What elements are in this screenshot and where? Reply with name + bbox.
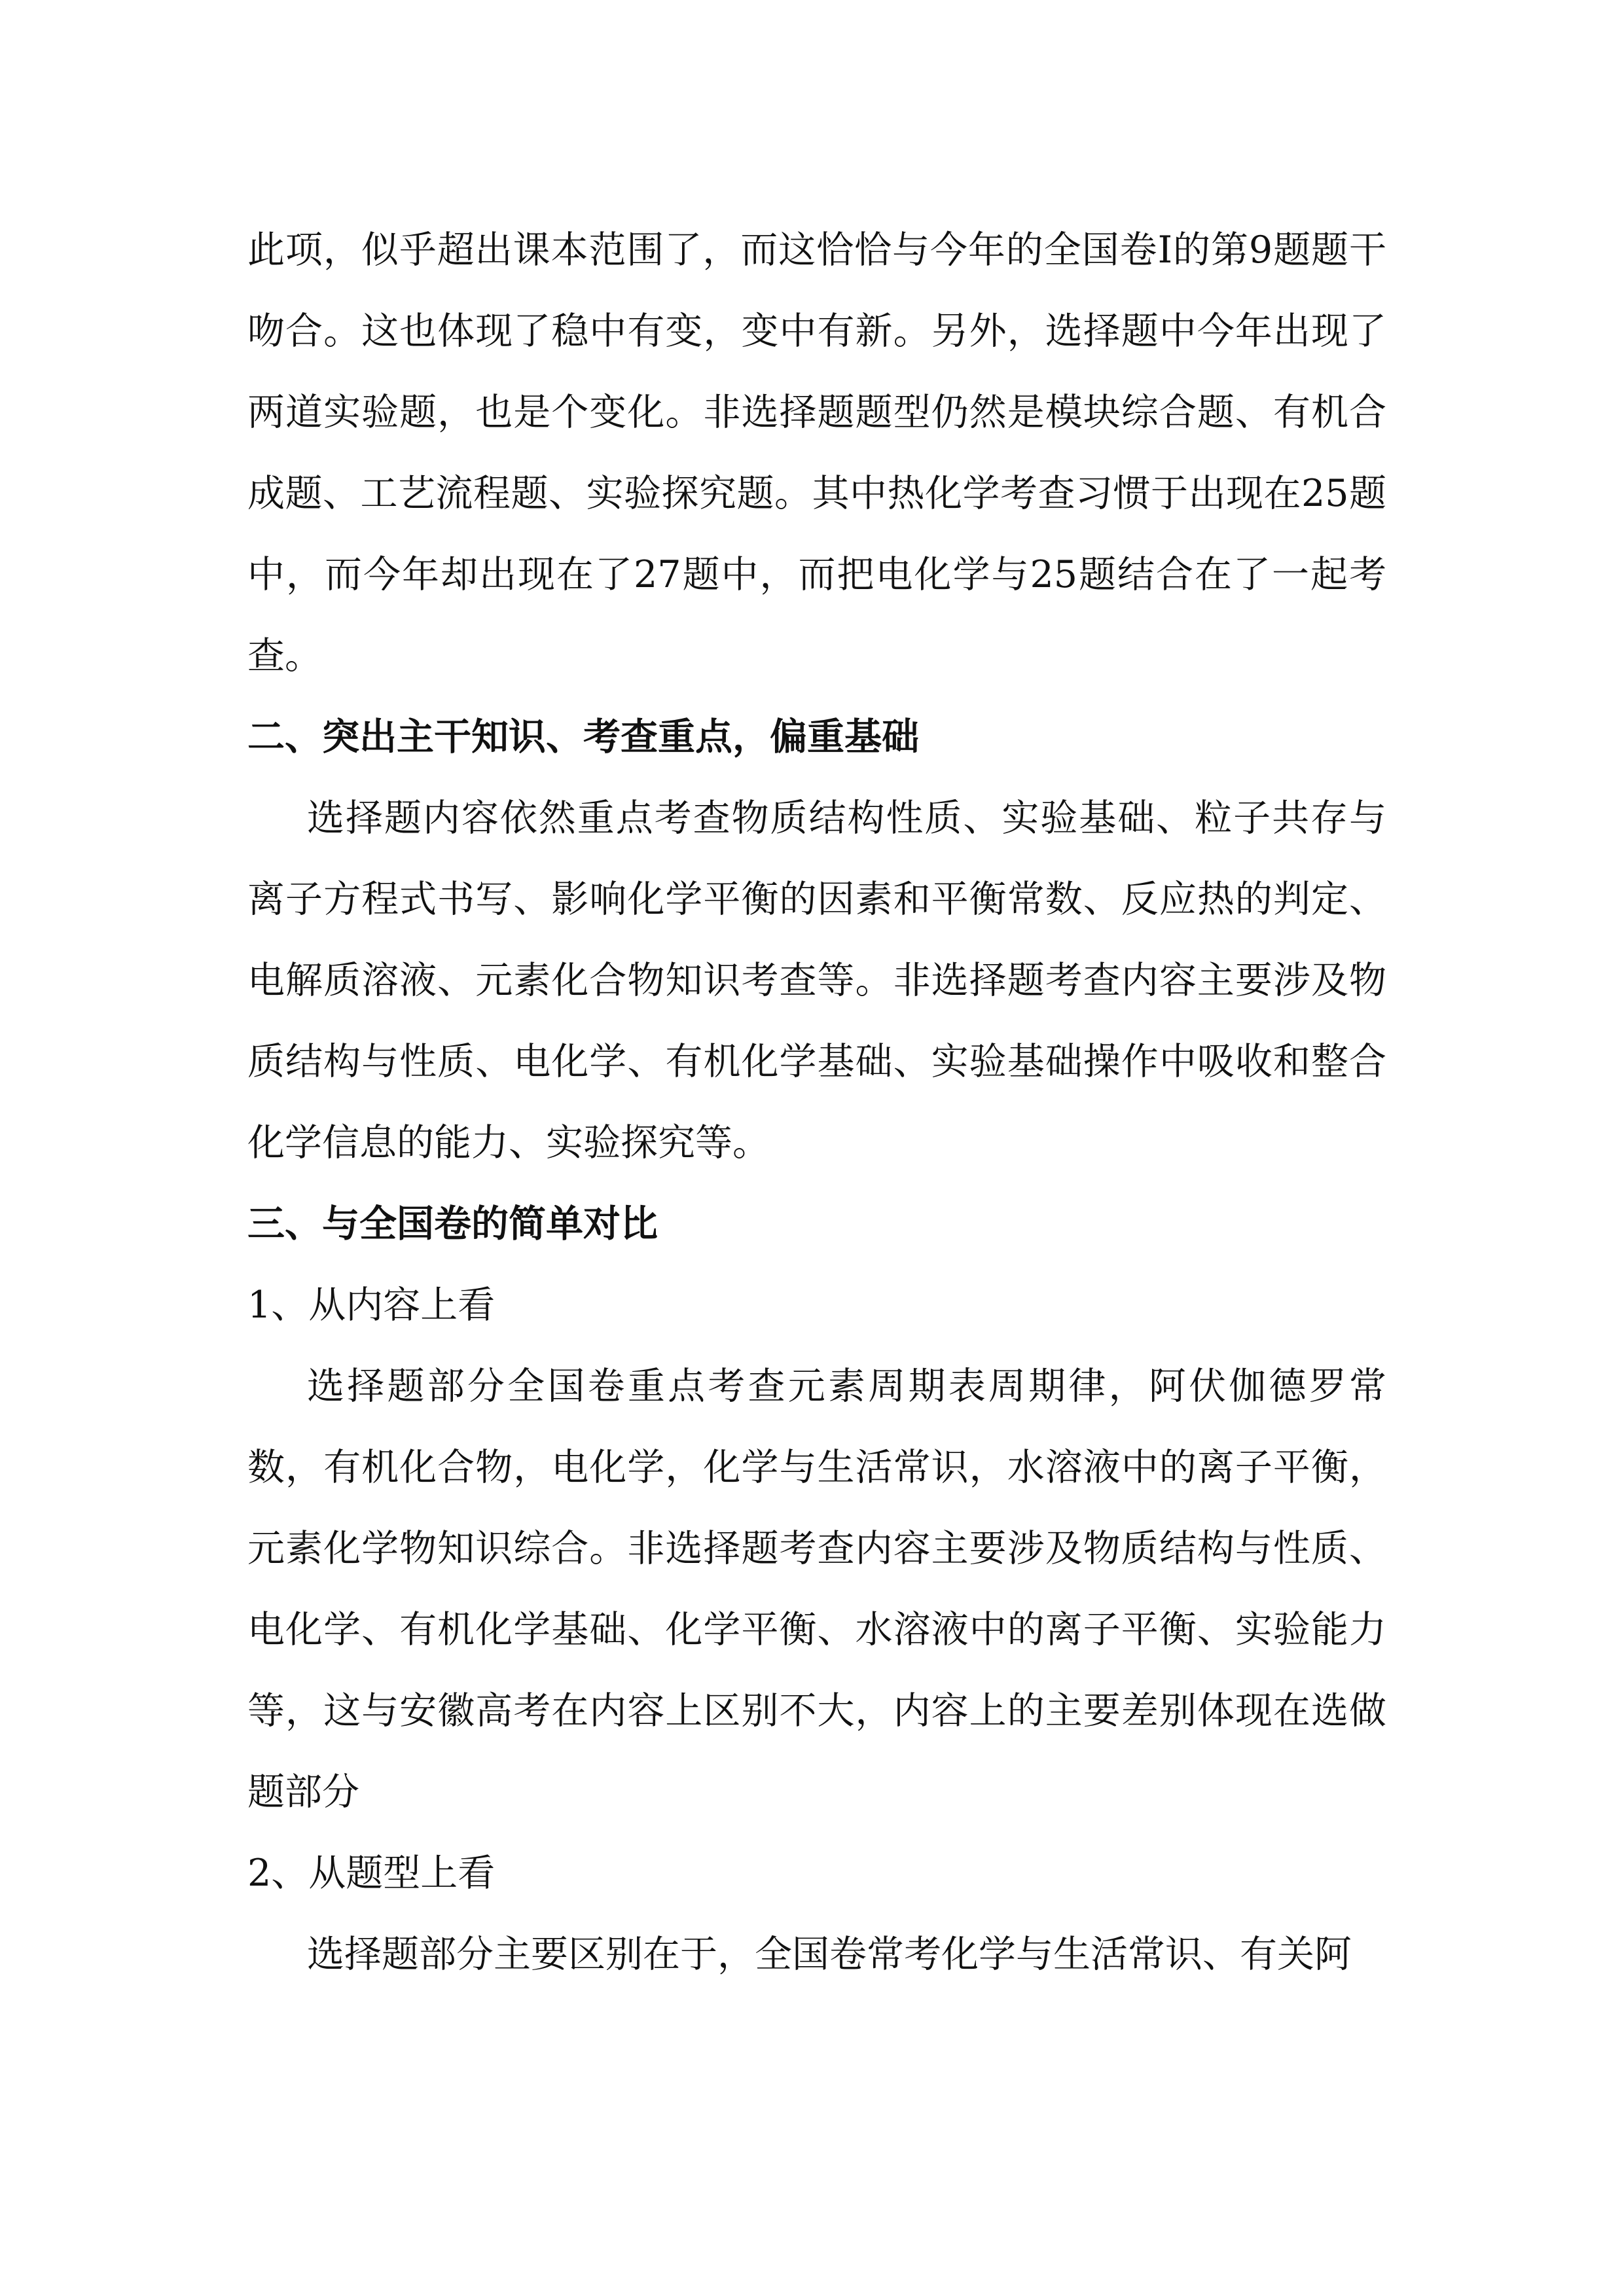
paragraph-section-2: 选择题内容依然重点考查物质结构性质、实验基础、粒子共存与离子方程式书写、影响化学平衡的因素和平衡常数、反应热的判定、电解质溶液、元素化合物知识考查等。非选择题考查内容主要涉及物质结构与性质、电化学、有机化学基础、实验基础操作中吸收和整合化学信息的能力、实验探究等。: [247, 797, 1386, 1164]
document-body: [247, 209, 1386, 1995]
paragraph-content-comparison: 选择题部分全国卷重点考查元素周期表周期律，阿伏伽德罗常数，有机化合物，电化学，化学与生活常识，水溶液中的离子平衡，元素化学物知识综合。非选择题考查内容主要涉及物质结构与性质、电化学、有机化学基础、化学平衡、水溶液中的离子平衡、实验能力等，这与安徽高考在内容上区别不大，内容上的主要差别体现在选做题部分: [247, 1365, 1386, 1814]
section-heading-3: 三、与全国卷的简单对比: [247, 1202, 658, 1246]
section-heading-2: 二、突出主干知识、考查重点，偏重基础: [247, 715, 919, 759]
subheading-question-type: 2、从题型上看: [247, 1852, 496, 1895]
paragraph-question-type: 选择题部分主要区别在于，全国卷常考化学与生活常识、有关阿: [307, 1933, 1352, 1976]
paragraph-continuation: 此项，似乎超出课本范围了，而这恰恰与今年的全国卷Ⅰ的第9题题干吻合。这也体现了稳中有变，变中有新。另外，选择题中今年出现了两道实验题，也是个变化。非选择题题型仍然是模块综合题、有机合成题、工艺流程题、实验探究题。其中热化学考查习惯于出现在25题中，而今年却出现在了27题中，而把电化学与25题结合在了一起考查。: [247, 228, 1386, 677]
subheading-content: 1、从内容上看: [247, 1283, 496, 1327]
